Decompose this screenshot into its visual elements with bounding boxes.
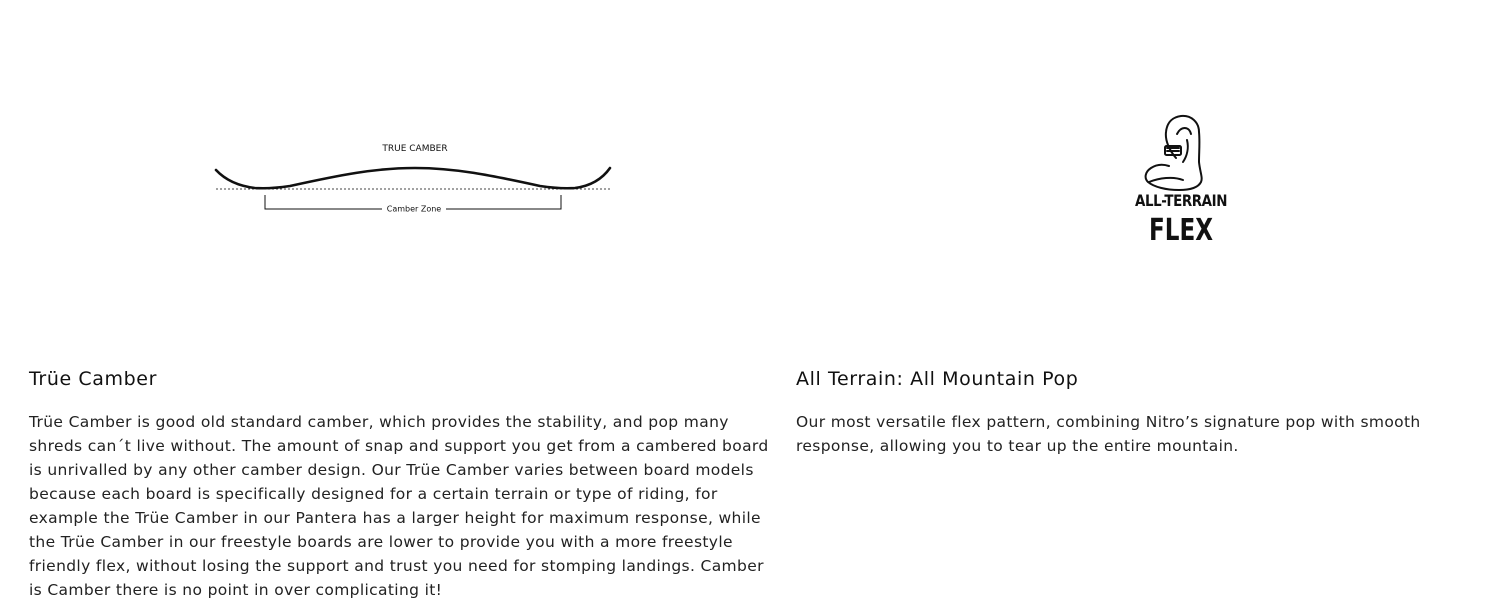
logo-text-flex: FLEX (1149, 213, 1213, 248)
feature-all-terrain (766, 0, 1510, 616)
camber-zone-label: Camber Zone (386, 204, 442, 214)
camber-profile-graphic (200, 100, 630, 260)
feature-description: Trüe Camber is good old standard camber, which provides the stability, and pop many shreds can´t live without. The amount of snap and support you get from a cambered board is unrivalled by any other camber design. Our Trüe Camber varies between board models because each board is specifically designed for a certain terrain or type of riding, for example the Trüe Camber in our Pantera has a larger height for maximum response, while the Trüe Camber in our freestyle boards are lower to provide you with a more freestyle friendly flex, without losing the support and trust you need for stomping landings. Camber is Camber there is no point in over complicating it! (29, 413, 769, 599)
flexed-arm-icon (1121, 110, 1241, 250)
feature-title: Trüe Camber (29, 368, 157, 390)
board-profile-curve (216, 168, 610, 188)
diagram-title: TRUE CAMBER (382, 144, 448, 154)
logo-text-all-terrain: ALL-TERRAIN (1135, 191, 1227, 210)
feature-title: All Terrain: All Mountain Pop (796, 368, 1079, 390)
feature-description: Our most versatile flex pattern, combining Nitro’s signature pop with smooth response, allowing you to tear up the entire mountain. (796, 413, 1421, 455)
camber-profile-diagram (200, 100, 630, 260)
all-terrain-flex-logo (1121, 110, 1241, 270)
